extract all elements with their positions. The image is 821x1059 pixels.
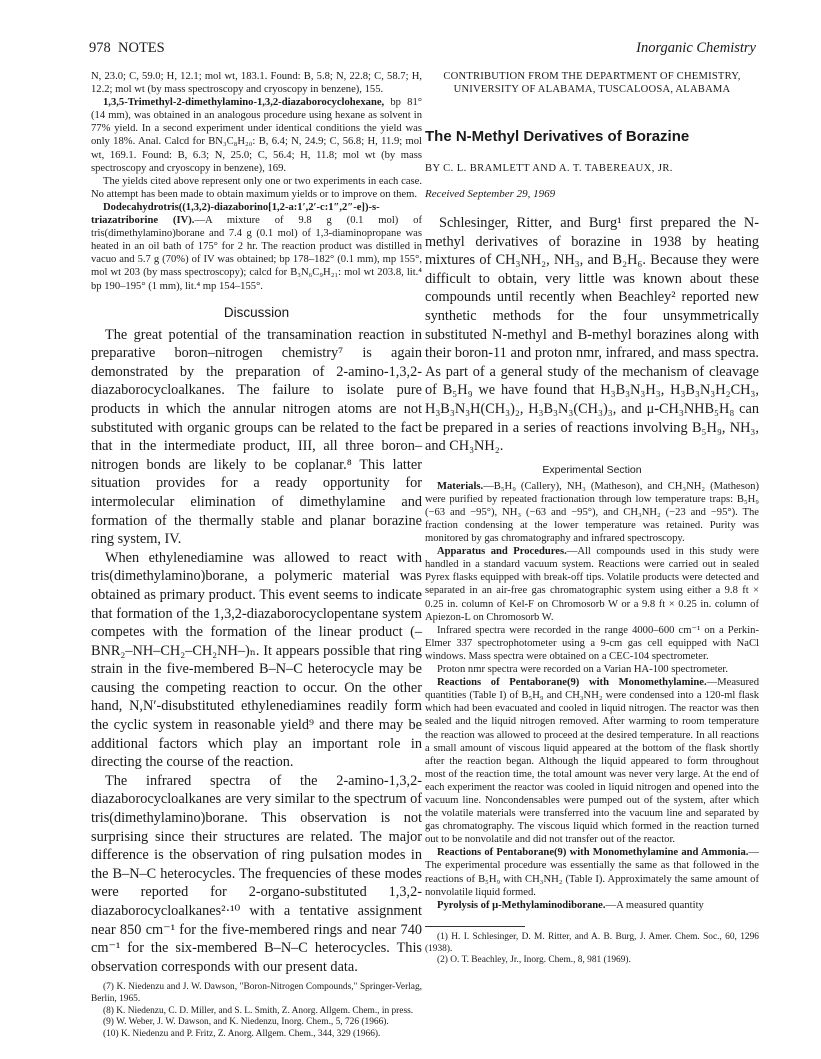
pyrolysis-paragraph	[425, 899, 759, 912]
paragraph-lead: Materials.	[437, 480, 484, 492]
left-column	[91, 70, 422, 1041]
contribution-note	[425, 70, 759, 96]
discussion-paragraph-3: The infrared spectra of the 2-amino-1,3,2-diazaborocycloalkanes are very similar to the spectrum of tris(dimethylamino)borane. This observation is not surprising since their structures are related. The major difference is the observation of ring pulsation modes in the B–N–C heterocycles. The frequencies of these modes were reported for 2-organo-substituted 1,3,2-diazaborocycloalkanes²·¹⁰ with a tentative assignment near 850 cm⁻¹ for the five-membered rings and near 740 cm⁻¹ for the six-membered B–N–C heterocycles. This observation corresponds with our present data.	[91, 772, 422, 975]
contribution-line: UNIVERSITY OF ALABAMA, TUSCALOOSA, ALABAMA	[453, 84, 731, 95]
footnotes	[425, 932, 759, 967]
materials-paragraph	[425, 480, 759, 545]
analysis-paragraph: N, 23.0; C, 59.0; H, 12.1; mol wt, 183.1. Found: B, 5.8; N, 22.8; C, 58.7; H, 12.2; mol wt (by mass spectroscopy and cryoscopy in benzene), 155.	[91, 71, 422, 96]
reactions-paragraph-2	[425, 846, 759, 898]
footnote-rule	[425, 926, 525, 927]
paragraph-text: —A measured quantity	[605, 899, 704, 911]
footnote: (7) K. Niedenzu and J. W. Dawson, "Boron-Nitrogen Compounds," Springer-Verlag, Berlin, 1965.	[91, 982, 422, 1005]
compound-paragraph-1	[91, 96, 422, 175]
discussion-paragraph-2: When ethylenediamine was allowed to react with tris(dimethylamino)borane, a polymeric material was obtained as primary product. This event seems to indicate that formation of the 1,3,2-diazaborocyclopentane system competes with the formation of the linear product (–BNR₂–NH–CH₂–CH₂NH–)ₙ. It appears possible that ring strain in the five-membered B–N–C heterocycle may be causing the competing reaction to occur. On the other hand, N,N′-disubstituted ethylenediamines readily form the cyclic system in reasonable yield⁹ and there may be additional factors which play an important role in directing the course of the reaction.	[91, 549, 422, 771]
footnote: (2) O. T. Beachley, Jr., Inorg. Chem., 8, 981 (1969).	[437, 955, 631, 966]
footnotes	[91, 982, 422, 1041]
journal-name: Inorganic Chemistry	[636, 40, 756, 56]
running-header	[89, 40, 756, 60]
paragraph-lead: Pyrolysis of μ-Methylaminodiborane.	[437, 899, 606, 911]
paragraph-text: —All compounds used in this study were handled in a standard vacuum system. Reactions were carried out in sealed Pyrex flasks equipped with break-off tips. Volatile products were detected and separated in an air-free gas chromatographic system using either a 9.8 ft × 0.25 in. column of Kel-F on Chromosorb W or a 9.8 ft × 0.25 in. column of Apiezon-L on Chromosorb W.	[425, 546, 759, 623]
discussion-heading: Discussion	[223, 304, 290, 320]
paragraph-text: —Measured quantities (Table I) of B₅H₉ and CH₃NH₂ were condensed into a 120-ml flask which had been evacuated and cooled in liquid nitrogen. The reactor was then sealed and the liquid nitrogen removed. After warming to room temperature the reaction was allowed to proceed at the desired temperature. In all reactions a small amount of viscous liquid appeared at the bottom of the flask shortly after the reaction began. Although the liquid appeared to form throughout most of the reaction time, the total amount was never very large. At the end of each experiment the reactor was cooled in liquid nitrogen and opened into the vacuum line. Noncondensables were pumped out of the system, after which the volatile materials were transferred into the vacuum line and separated by gas chromatography. The viscous liquid which formed in the reaction turned out to be nonvolatile and did not transfer out of the reactor.	[425, 677, 759, 846]
apparatus-paragraph	[425, 545, 759, 624]
byline: BY C. L. BRAMLETT AND A. T. TABEREAUX, JR.	[425, 163, 673, 174]
experimental-heading: Experimental Section	[542, 463, 642, 476]
received-date: Received September 29, 1969	[425, 188, 556, 200]
compound-paragraph-2	[91, 201, 422, 293]
footnote: (1) H. I. Schlesinger, D. M. Ritter, and A. B. Burg, J. Amer. Chem. Soc., 60, 1296 (1938).	[425, 931, 759, 954]
page-header-left	[89, 40, 165, 57]
article-title: The N-Methyl Derivatives of Borazine	[425, 128, 690, 145]
compound-name: Dodecahydrotris((1,3,2)-diazaborino[1,2-a:1′,2′-c:1″,2″-e])-s-triazatriborine (IV).	[91, 201, 380, 227]
paragraph-lead: Reactions of Pentaborane(9) with Monomethylamine.	[437, 677, 707, 689]
contribution-line: CONTRIBUTION FROM THE DEPARTMENT OF CHEMISTRY,	[443, 71, 741, 82]
nmr-paragraph: Proton nmr spectra were recorded on a Varian HA-100 spectrometer.	[437, 664, 729, 676]
compound-text: —A mixture of 9.8 g (0.1 mol) of tris(dimethylamino)borane and 7.4 g (0.1 mol) of 1,3-diaminopropane was heated in an oil bath of 175° for 2 hr. The reaction product was distilled in vacuo and 5.7 g (70%) of IV was obtained; bp 178–182° (0.1 mm), mp 155°, mol wt 203 (by mass spectroscopy); calcd for B₃N₆C₉H₂₁: mol wt 203.8, lit.⁴ bp 190–195° (1 mm), lit.⁴ mp 154–155°.	[91, 215, 422, 292]
right-column	[425, 70, 759, 967]
discussion-paragraph-1: The great potential of the transamination reaction in preparative boron–nitrogen chemistry⁷ is again demonstrated by the preparation of 2-amino-1,3,2-diazaborocycloalkanes. The failure to isolate pure products in which the annular nitrogen atoms are not substituted with organic groups can be related to the fact that in the intermediate product, III, all three boron–nitrogen bonds are likely to be coplanar.⁸ This latter situation provides for a ready opportunity for intermolecular elimination of dimethylamine and formation of the thermally stable and planar borazine ring system, IV.	[91, 326, 422, 548]
footnote: (9) W. Weber, J. W. Dawson, and K. Niedenzu, Inorg. Chem., 5, 726 (1966).	[103, 1017, 389, 1028]
page-number: 978	[89, 40, 111, 56]
compound-name: 1,3,5-Trimethyl-2-dimethylamino-1,3,2-diazaborocyclohexane,	[103, 97, 385, 109]
intro-paragraph: Schlesinger, Ritter, and Burg¹ first prepared the N-methyl derivatives of borazine in 1938 by heating mixtures of CH₃NH₂, NH₃, and B₂H₆. Because they were difficult to obtain, very little was known about these compounds until recently when Beachley² reported new synthetic methods for the four unsymmetrically substituted N-methyl and B-methyl borazines along with their boron-11 and proton nmr, infrared, and mass spectra. As part of a general study of the mechanism of cleavage of B₅H₉ we have found that H₃B₃N₃H₃, H₃B₃N₃H₂CH₃, H₃B₃N₃H(CH₃)₂, H₃B₃N₃(CH₃)₃, and μ-CH₃NHB₅H₈ can be prepared in a series of reactions involving B₅H₉, NH₃, and CH₃NH₂.	[425, 215, 759, 455]
infrared-paragraph: Infrared spectra were recorded in the range 4000–600 cm⁻¹ on a Perkin-Elmer 337 spectrophotometer using a 9-cm gas cell equipped with NaCl windows. Mass spectra were obtained on a CEC-104 spectrometer.	[425, 624, 759, 662]
paragraph-text: —The experimental procedure was essentially the same as that followed in the reactions of B₅H₉ with CH₃NH₂ (Table I). Approximately the same amount of nonvolatile liquid formed.	[425, 847, 759, 898]
paragraph-lead: Reactions of Pentaborane(9) with Monomethylamine and Ammonia.	[437, 847, 749, 859]
footnote: (8) K. Niedenzu, C. D. Miller, and S. L. Smith, Z. Anorg. Allgem. Chem., in press.	[103, 1005, 414, 1016]
section-name: NOTES	[118, 40, 165, 56]
paragraph-lead: Apparatus and Procedures.	[437, 546, 567, 558]
paragraph-text: —B₅H₉ (Callery), NH₃ (Matheson), and CH₃NH₂ (Matheson) were purified by repeated fractionation through low temperature traps: B₅H₉ (−63 and −95°), NH₃ (−63 and −95°), and CH₃NH₂ (−23 and −95°). The fraction condensing at the lower temperature was retained. Purity was monitored by gas chromatography and infrared spectroscopy.	[425, 480, 759, 545]
footnote: (10) K. Niedenzu and P. Fritz, Z. Anorg. Allgem. Chem., 344, 329 (1966).	[103, 1029, 381, 1040]
compound-text: bp 81° (14 mm), was obtained in an analogous procedure using hexane as solvent in 77% yield. In a second experiment under identical conditions the yield was only 18%. Anal. Calcd for BN₃C₈H₂₀: B, 6.4; N, 24.9; C, 56.8; H, 11.9; mol wt, 169.1. Found: B, 6.3; N, 25.0; C, 56.4; H, 11.8; mol wt (by mass spectroscopy and cryoscopy in benzene), 169.	[91, 97, 422, 174]
reactions-paragraph-1	[425, 676, 759, 846]
yields-paragraph: The yields cited above represent only one or two experiments in each case. No attempt has been made to obtain maximum yields or to improve on them.	[91, 175, 422, 200]
